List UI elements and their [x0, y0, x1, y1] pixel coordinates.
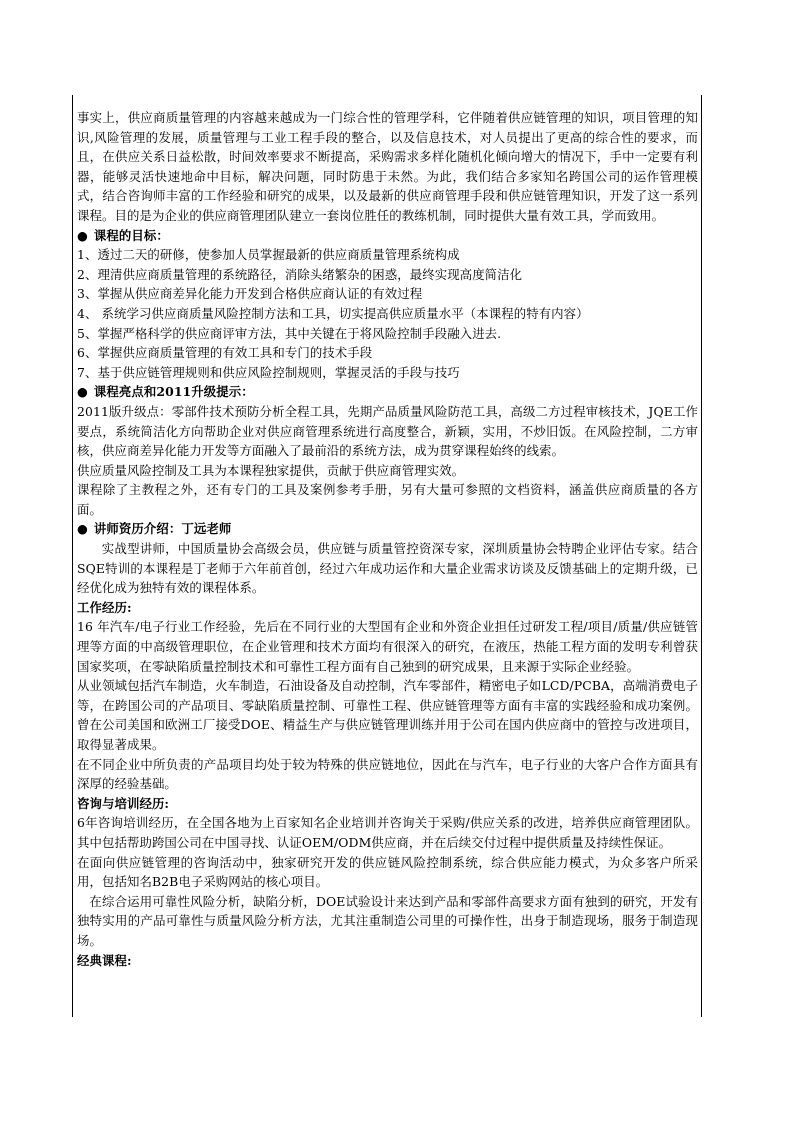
highlights-paragraph: 课程除了主教程之外，还有专门的工具及案例参考手册，另有大量可参照的文档资料，涵盖供应商质量的各方面。	[77, 482, 698, 517]
work-paragraph: 16 年汽车/电子行业工作经验，先后在不同行业的大型国有企业和外资企业担任过研发工程/项目/质量/供应链管理等方面的中高级管理职位，在企业管理和技术方面均有很深入的研究，在液压，热能工程方面的发明专利曾获国家奖项，在零缺陷质量控制技术和可靠性工程方面有自己独到的研究成果，且来源于实际企业经验。	[77, 619, 698, 674]
work-paragraph: 从业领域包括汽车制造，火车制造，石油设备及自动控制，汽车零部件，精密电子如LCD/PCBA，高端消费电子等，在跨国公司的产品项目、零缺陷质量控制、可靠性工程、供应链管理等方面有丰富的实践经验和成功案例。曾在公司美国和欧洲工厂接受DOE、精益生产与供应链管理训练并用于公司在国内供应商中的管控与改进项目，取得显著成果。	[77, 678, 698, 752]
work-paragraph: 在不同企业中所负责的产品项目均处于较为特殊的供应链地位，因此在与汽车，电子行业的大客户合作方面具有深厚的经验基础。	[77, 756, 698, 792]
goal-item: 2、理清供应商质量管理的系统路径，消除头绪繁杂的困惑，最终实现高度简洁化	[77, 266, 523, 282]
work-heading: 工作经历:	[77, 599, 132, 615]
goal-item: 5、掌握严格科学的供应商评审方法，其中关键在于将风险控制手段融入进去.	[77, 325, 502, 341]
highlights-paragraph: 供应质量风险控制及工具为本课程独家提供，贡献于供应商管理实效。	[77, 462, 465, 478]
goal-item: 7、基于供应链管理规则和供应风险控制规则，掌握灵活的手段与技巧	[77, 364, 460, 380]
goal-item: 1、透过二天的研修，使参加人员掌握最新的供应商质量管理系统构成	[77, 247, 460, 263]
consult-paragraph: 在综合运用可靠性风险分析，缺陷分析，DOE试验设计来达到产品和零部件高要求方面有独到的研究，开发有独特实用的产品可靠性与质量风险分析方法，尤其注重制造公司里的可操作性，出身于制造现场，服务于制造现场。	[77, 893, 698, 948]
highlights-heading: ● 课程亮点和2011升级提示：	[77, 382, 698, 402]
goal-item: 3、掌握从供应商差异化能力开发到合格供应商认证的有效过程	[77, 286, 423, 302]
goals-list	[77, 245, 698, 382]
classic-courses-heading: 经典课程:	[77, 952, 132, 968]
goal-item: 4、 系统学习供应商质量风险控制方法和工具，切实提高供应质量水平（本课程的特有内容）	[77, 305, 589, 321]
goals-heading: ● 课程的目标：	[77, 226, 698, 246]
highlights-paragraph: 2011版升级点：零部件技术预防分析全程工具，先期产品质量风险防范工具，高级二方过程审核技术，JQE工作要点，系统简洁化方向帮助企业对供应商管理系统进行高度整合，新颖，实用，不炒旧饭。在风险控制，二方审核，供应商差异化能力开发等方面融入了最前沿的系统方法，成为贯穿课程始终的线索。	[77, 403, 698, 459]
intro-paragraph: 事实上，供应商质量管理的内容越来越成为一门综合性的管理学科，它伴随着供应链管理的知识，项目管理的知识,风险管理的发展，质量管理与工业工程手段的整合，以及信息技术，对人员提出了更高的综合性的要求，而且，在供应关系日益松散，时间效率要求不断提高，采购需求多样化随机化倾向增大的情况下，手中一定要有利器，能够灵活快速地命中目标，解决问题，同时防患于未然。为此，我们结合多家知名跨国公司的运作管理模式，结合咨询师丰富的工作经验和研究的成果，以及最新的供应商管理手段和供应链管理知识，开发了这一系列课程。目的是为企业的供应商管理团队建立一套岗位胜任的教练机制，同时提供大量有效工具，学而致用。	[77, 110, 698, 223]
document-body	[77, 108, 698, 970]
teacher-heading: ● 讲师资历介绍：丁远老师	[77, 519, 698, 539]
goal-item: 6、掌握供应商质量管理的有效工具和专门的技术手段	[77, 345, 373, 361]
consult-paragraph: 在面向供应链管理的咨询活动中，独家研究开发的供应链风险控制系统，综合供应能力模式，为众多客户所采用，包括知名B2B电子采购网站的核心项目。	[77, 854, 698, 890]
teacher-intro: 实战型讲师，中国质量协会高级会员，供应链与质量管控资深专家，深圳质量协会特聘企业评估专家。结合SQE特训的本课程是丁老师于六年前首创，经过六年成功运作和大量企业需求访谈及反馈基础上的定期升级，已经优化成为独特有效的课程体系。	[77, 541, 698, 596]
consult-paragraph: 6年咨询培训经历，在全国各地为上百家知名企业培训并咨询关于采购/供应关系的改进，培养供应商管理团队。其中包括帮助跨国公司在中国寻找、认证OEM/ODM供应商，并在后续交付过程中提供质量及持续性保证。	[77, 815, 698, 850]
consult-heading: 咨询与培训经历:	[77, 795, 170, 811]
